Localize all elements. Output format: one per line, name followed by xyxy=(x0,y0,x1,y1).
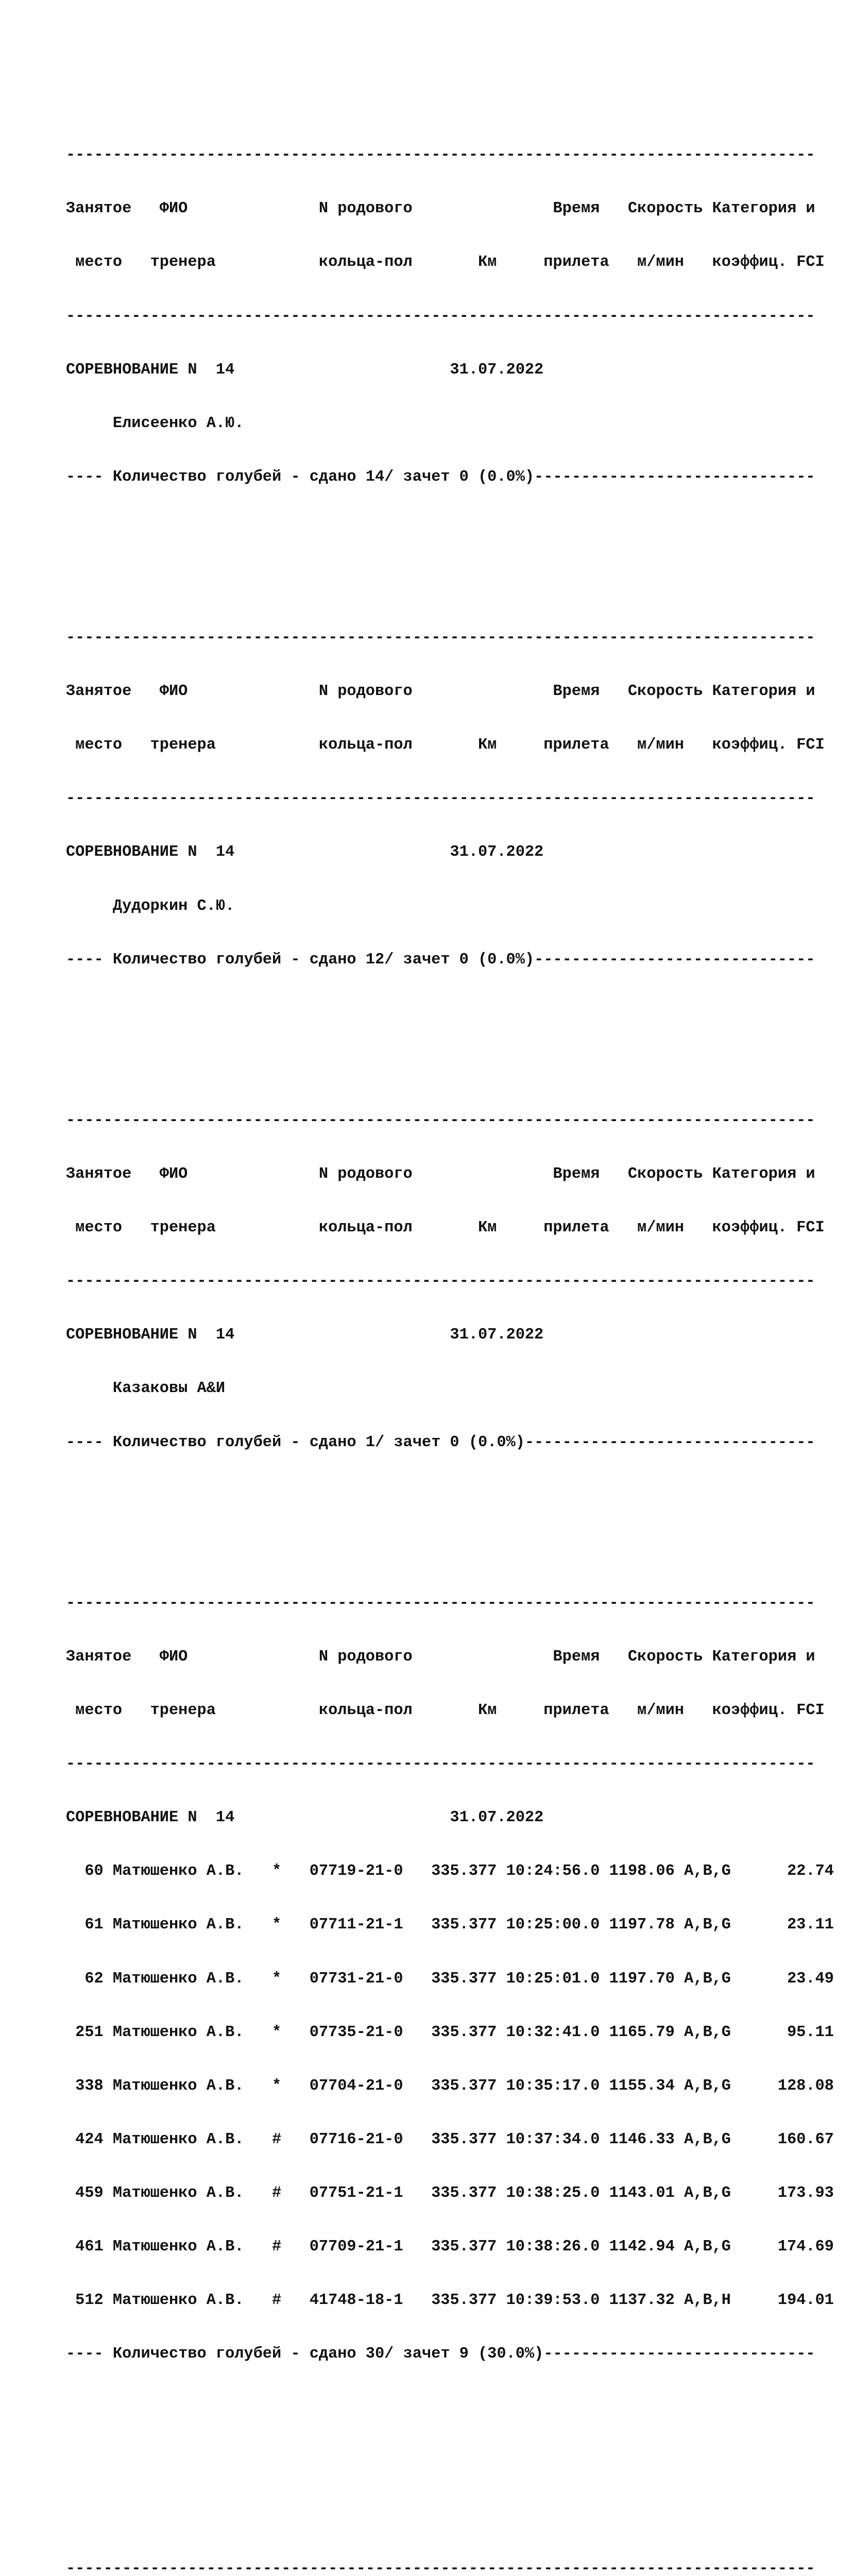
column-header-row-1: Занятое ФИО N родового Время Скорость Категория и xyxy=(66,200,815,218)
column-header-row-2: место тренера кольца-пол Км прилета м/мин коэффиц. FCI xyxy=(66,253,825,272)
trainer-block xyxy=(66,111,834,522)
result-row: 512 Матюшенко А.В. # 41748-18-1 335.377 10:39:53.0 1137.32 A,B,H 194.01 xyxy=(66,2292,834,2310)
trainer-block xyxy=(66,1558,834,2452)
trainer-block xyxy=(66,594,834,1005)
separator-line: -------------------------------------------------------------------------------- xyxy=(66,1755,815,1773)
result-row: 459 Матюшенко А.В. # 07751-21-1 335.377 10:38:25.0 1143.01 A,B,G 173.93 xyxy=(66,2184,834,2202)
column-header-row-2: место тренера кольца-пол Км прилета м/мин коэффиц. FCI xyxy=(66,736,825,754)
column-header-row-1: Занятое ФИО N родового Время Скорость Категория и xyxy=(66,1165,815,1183)
separator-line: -------------------------------------------------------------------------------- xyxy=(66,146,815,164)
separator-line: -------------------------------------------------------------------------------- xyxy=(66,1111,815,1129)
column-header-row-1: Занятое ФИО N родового Время Скорость Категория и xyxy=(66,683,815,701)
competition-line: СОРЕВНОВАНИЕ N 14 31.07.2022 xyxy=(66,1326,544,1344)
result-row: 60 Матюшенко А.В. * 07719-21-0 335.377 10:24:56.0 1198.06 A,B,G 22.74 xyxy=(66,1862,834,1880)
result-row: 61 Матюшенко А.В. * 07711-21-1 335.377 10:25:00.0 1197.78 A,B,G 23.11 xyxy=(66,1916,834,1934)
results-printout xyxy=(66,39,834,2576)
result-row: 62 Матюшенко А.В. * 07731-21-0 335.377 10:25:01.0 1197.70 A,B,G 23.49 xyxy=(66,1970,834,1988)
separator-line: -------------------------------------------------------------------------------- xyxy=(66,1594,815,1612)
separator-line: -------------------------------------------------------------------------------- xyxy=(66,307,815,325)
competition-line: СОРЕВНОВАНИЕ N 14 31.07.2022 xyxy=(66,843,544,861)
trainer-block xyxy=(66,2524,834,2576)
trainer-name: Казаковы А&И xyxy=(66,1380,226,1398)
column-header-row-1: Занятое ФИО N родового Время Скорость Категория и xyxy=(66,1648,815,1666)
result-row: 424 Матюшенко А.В. # 07716-21-0 335.377 10:37:34.0 1146.33 A,B,G 160.67 xyxy=(66,2130,834,2148)
column-header-row-2: место тренера кольца-пол Км прилета м/мин коэффиц. FCI xyxy=(66,1702,825,1720)
separator-line: -------------------------------------------------------------------------------- xyxy=(66,629,815,647)
trainer-name: Дудоркин С.Ю. xyxy=(66,897,235,915)
competition-line: СОРЕВНОВАНИЕ N 14 31.07.2022 xyxy=(66,361,544,379)
summary-line: ---- Количество голубей - сдано 12/ зачет 0 (0.0%)------------------------------ xyxy=(66,951,815,969)
competition-line: СОРЕВНОВАНИЕ N 14 31.07.2022 xyxy=(66,1809,544,1827)
separator-line: -------------------------------------------------------------------------------- xyxy=(66,2560,815,2576)
trainer-block xyxy=(66,1076,834,1487)
separator-line: -------------------------------------------------------------------------------- xyxy=(66,1273,815,1291)
trainer-name: Елисеенко А.Ю. xyxy=(66,414,244,432)
summary-line: ---- Количество голубей - сдано 14/ зачет 0 (0.0%)------------------------------ xyxy=(66,468,815,486)
separator-line: -------------------------------------------------------------------------------- xyxy=(66,790,815,808)
result-row: 338 Матюшенко А.В. * 07704-21-0 335.377 10:35:17.0 1155.34 A,B,G 128.08 xyxy=(66,2077,834,2095)
result-row: 461 Матюшенко А.В. # 07709-21-1 335.377 10:38:26.0 1142.94 A,B,G 174.69 xyxy=(66,2238,834,2256)
blank-line xyxy=(66,2399,834,2417)
summary-line: ---- Количество голубей - сдано 1/ зачет 0 (0.0%)------------------------------- xyxy=(66,1433,815,1451)
result-row: 251 Матюшенко А.В. * 07735-21-0 335.377 10:32:41.0 1165.79 A,B,G 95.11 xyxy=(66,2023,834,2041)
column-header-row-2: место тренера кольца-пол Км прилета м/мин коэффиц. FCI xyxy=(66,1219,825,1237)
summary-line: ---- Количество голубей - сдано 30/ зачет 9 (30.0%)----------------------------- xyxy=(66,2345,815,2363)
